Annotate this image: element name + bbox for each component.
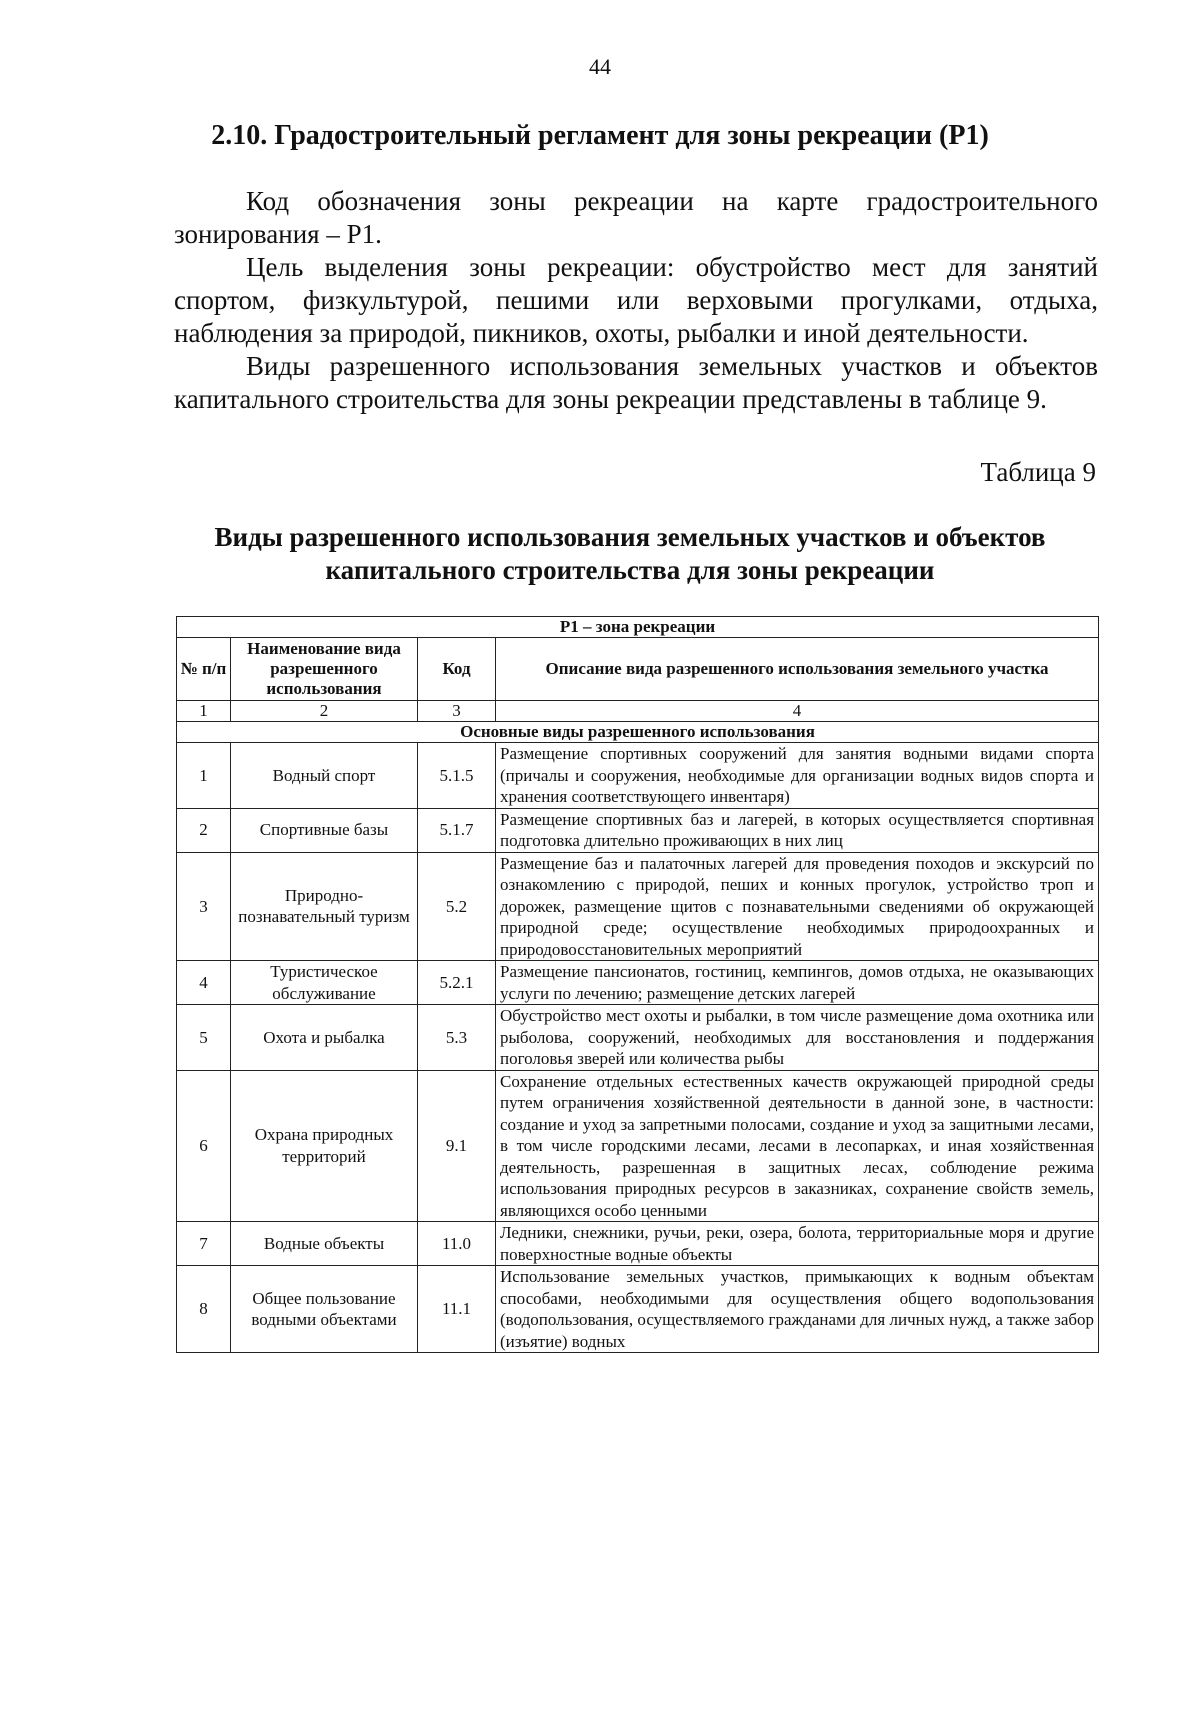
use-type-code: 5.2.1 (418, 961, 496, 1005)
row-number: 4 (177, 961, 231, 1005)
use-type-description: Размещение баз и палаточных лагерей для проведения походов и экскурсий по ознакомлению с природой, пеших и конных прогулок, устройство троп и дорожек, размещение щитов с познавательными сведениями об окружающей природной среде; осуществление необходимых природоохранных и природовосстановительных мероприятий (496, 852, 1099, 961)
use-type-code: 9.1 (418, 1070, 496, 1222)
use-type-name: Водный спорт (231, 743, 418, 809)
row-number: 7 (177, 1222, 231, 1266)
use-type-description: Использование земельных участков, примыкающих к водным объектам способами, необходимыми для осуществления общего водопользования (водопользования, осуществляемого гражданами для личных нужд, а также забор (изъятие) водных (496, 1266, 1099, 1353)
column-header-row (177, 638, 1099, 701)
use-type-code: 5.2 (418, 852, 496, 961)
row-number: 5 (177, 1005, 231, 1071)
zone-header: Р1 – зона рекреации (177, 617, 1099, 638)
use-type-name: Туристическое обслуживание (231, 961, 418, 1005)
table-row (177, 1266, 1099, 1353)
use-type-name: Общее пользование водными объектами (231, 1266, 418, 1353)
use-type-name: Природно-познавательный туризм (231, 852, 418, 961)
use-type-name: Охрана природных территорий (231, 1070, 418, 1222)
column-index-row (177, 701, 1099, 722)
use-type-name: Водные объекты (231, 1222, 418, 1266)
row-number: 8 (177, 1266, 231, 1353)
use-type-code: 5.1.5 (418, 743, 496, 809)
table-row (177, 1005, 1099, 1071)
page-number: 44 (589, 54, 611, 79)
table-row (177, 852, 1099, 961)
zone-header-row (177, 617, 1099, 638)
body-text (174, 185, 1098, 416)
use-type-description: Сохранение отдельных естественных качеств окружающей природной среды путем ограничения хозяйственной деятельности в данной зоне, в частности: создание и уход за запретными полосами, создание и уход за защитными лесами, в том числе городскими лесами, лесами в лесопарках, и иная хозяйственная деятельность, разрешенная в защитных лесах, соблюдение режима использования природных ресурсов в заказниках, сохранение свойств земель, являющихся особо ценными (496, 1070, 1099, 1222)
row-number: 6 (177, 1070, 231, 1222)
table-label: Таблица 9 (980, 457, 1096, 487)
table-row (177, 1222, 1099, 1266)
table-row (177, 743, 1099, 809)
column-header-name: Наименование вида разрешенного использования (231, 638, 418, 701)
row-number: 2 (177, 808, 231, 852)
paragraph-table-reference: Виды разрешенного использования земельных участков и объектов капитального строительства для зоны рекреации представлены в таблице 9. (174, 351, 1098, 414)
group-header: Основные виды разрешенного использования (177, 722, 1099, 743)
table-row (177, 1070, 1099, 1222)
use-type-name: Спортивные базы (231, 808, 418, 852)
use-type-description: Размещение спортивных сооружений для занятия водными видами спорта (причалы и сооружения, необходимые для организации водных видов спорта и хранения соответствующего инвентаря) (496, 743, 1099, 809)
column-index: 2 (231, 701, 418, 722)
use-type-name: Охота и рыбалка (231, 1005, 418, 1071)
column-index: 3 (418, 701, 496, 722)
use-type-description: Размещение спортивных баз и лагерей, в которых осуществляется спортивная подготовка длительно проживающих в них лиц (496, 808, 1099, 852)
table-row (177, 808, 1099, 852)
group-header-row (177, 722, 1099, 743)
use-type-description: Обустройство мест охоты и рыбалки, в том числе размещение дома охотника или рыболова, сооружений, необходимых для восстановления и поддержания поголовья зверей или количества рыбы (496, 1005, 1099, 1071)
table-row (177, 961, 1099, 1005)
row-number: 1 (177, 743, 231, 809)
paragraph-zone-code: Код обозначения зоны рекреации на карте градостроительного зонирования – Р1. (174, 186, 1098, 249)
use-type-code: 5.1.7 (418, 808, 496, 852)
column-index: 4 (496, 701, 1099, 722)
use-type-code: 11.1 (418, 1266, 496, 1353)
column-header-desc: Описание вида разрешенного использования земельного участка (496, 638, 1099, 701)
land-use-table (176, 616, 1099, 1353)
column-header-code: Код (418, 638, 496, 701)
use-type-description: Размещение пансионатов, гостиниц, кемпингов, домов отдыха, не оказывающих услуги по лечению; размещение детских лагерей (496, 961, 1099, 1005)
table-title: Виды разрешенного использования земельных участков и объектов капитального строительства для зоны рекреации (214, 522, 1046, 585)
column-header-num: № п/п (177, 638, 231, 701)
use-type-code: 5.3 (418, 1005, 496, 1071)
section-title: 2.10. Градостроительный регламент для зоны рекреации (Р1) (211, 120, 989, 151)
use-type-code: 11.0 (418, 1222, 496, 1266)
paragraph-zone-purpose: Цель выделения зоны рекреации: обустройство мест для занятий спортом, физкультурой, пешими или верховыми прогулками, отдыха, наблюдения за природой, пикников, охоты, рыбалки и иной деятельности. (174, 252, 1098, 348)
row-number: 3 (177, 852, 231, 961)
column-index: 1 (177, 701, 231, 722)
use-type-description: Ледники, снежники, ручьи, реки, озера, болота, территориальные моря и другие поверхностные водные объекты (496, 1222, 1099, 1266)
